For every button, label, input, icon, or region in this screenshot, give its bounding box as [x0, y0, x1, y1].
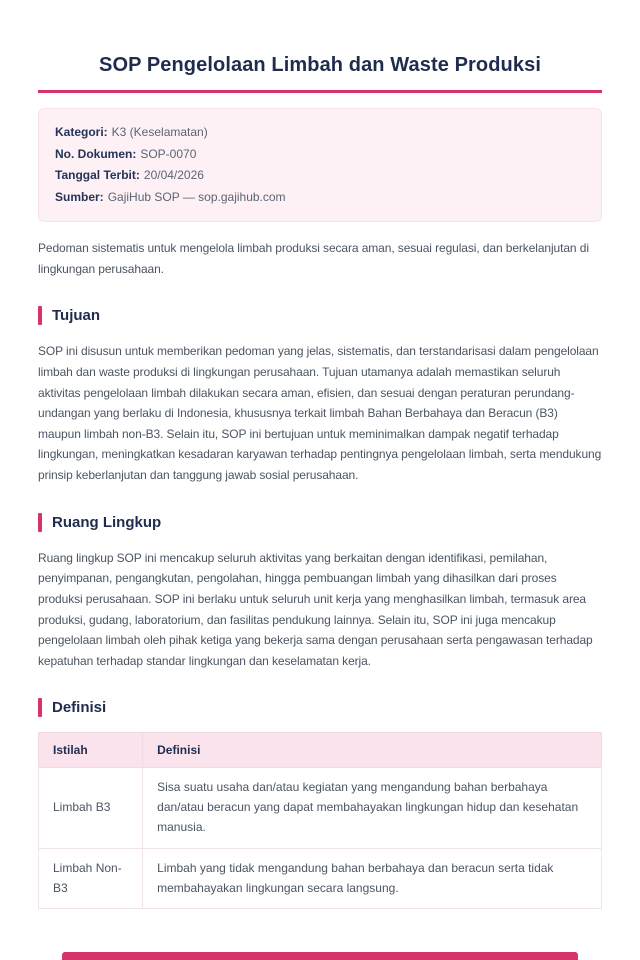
heading-accent-bar — [38, 306, 42, 325]
document-meta-box — [38, 108, 602, 222]
table-header-definisi: Definisi — [143, 733, 602, 768]
table-cell-definisi: Sisa suatu usaha dan/atau kegiatan yang mengandung bahan berbahaya dan/atau beracun yang dapat membahayakan lingkungan hidup dan kesehatan manusia. — [143, 768, 602, 848]
meta-sumber-value: GajiHub SOP — sop.gajihub.com — [107, 189, 286, 204]
ruang-lingkup-paragraph: Ruang lingkup SOP ini mencakup seluruh aktivitas yang berkaitan dengan identifikasi, pemilahan, penyimpanan, pengangkutan, pengolahan, hingga pembuangan limbah yang dihasilkan dari proses produksi perusahaan. SOP ini berlaku untuk seluruh unit kerja yang menghasilkan limbah, termasuk area produksi, gudang, laboratorium, dan fasilitas pendukung lainnya. Selain itu, SOP ini juga mencakup pengelolaan limbah oleh pihak ketiga yang bekerja sama dengan perusahaan serta pengawasan terhadap kepatuhan terhadap standar lingkungan dan keselamatan kerja. — [38, 550, 593, 668]
table-cell-istilah: Limbah B3 — [39, 768, 143, 848]
meta-row-sumber — [55, 187, 585, 209]
meta-kategori-value: K3 (Keselamatan) — [111, 125, 208, 139]
page-title: SOP Pengelolaan Limbah dan Waste Produksi — [99, 54, 541, 76]
table-cell-definisi: Limbah yang tidak mengandung bahan berbahaya dan beracun serta tidak membahayakan lingkungan secara langsung. — [143, 848, 602, 909]
heading-accent-bar — [38, 513, 42, 532]
title-underline-rule — [38, 90, 602, 93]
section-heading-text: Tujuan — [52, 307, 101, 325]
section-heading-ruang-lingkup — [38, 513, 602, 532]
document-page — [0, 54, 640, 960]
meta-terbit-label: Tanggal Terbit: — [55, 168, 140, 182]
intro-paragraph: Pedoman sistematis untuk mengelola limbah produksi secara aman, sesuai regulasi, dan berkelanjutan di lingkungan perusahaan. — [38, 241, 589, 276]
meta-row-kategori — [55, 122, 585, 144]
table-header-istilah: Istilah — [39, 733, 143, 768]
meta-dokumen-value: SOP-0070 — [140, 146, 197, 161]
heading-accent-bar — [38, 698, 42, 717]
definisi-table — [38, 732, 602, 909]
section-heading-text: Ruang Lingkup — [52, 513, 162, 531]
meta-kategori-label: Kategori: — [55, 125, 108, 139]
meta-dokumen-label: No. Dokumen: — [55, 146, 137, 161]
table-header-row — [39, 733, 602, 768]
table-cell-istilah: Limbah Non-B3 — [39, 848, 143, 909]
meta-row-terbit — [55, 165, 585, 187]
meta-terbit-value: 20/04/2026 — [143, 168, 204, 182]
section-heading-tujuan — [38, 306, 602, 325]
meta-row-dokumen — [55, 144, 585, 166]
section-heading-definisi — [38, 698, 602, 717]
tujuan-paragraph: SOP ini disusun untuk memberikan pedoman yang jelas, sistematis, dan terstandarisasi dalam pengelolaan limbah dan waste produksi di lingkungan perusahaan. Tujuan utamanya adalah memastikan seluruh aktivitas pengelolaan limbah dilakukan secara aman, efisien, dan sesuai dengan peraturan perundang-undangan yang berlaku di Indonesia, khususnya terkait limbah Bahan Berbahaya dan Beracun (B3) maupun limbah non-B3. Selain itu, SOP ini bertujuan untuk meminimalkan dampak negatif terhadap lingkungan, meningkatkan kesadaran karyawan terhadap pentingnya pengelolaan limbah, serta mendukung prinsip keberlanjutan dan tanggung jawab sosial perusahaan. — [38, 344, 602, 482]
meta-sumber-label: Sumber: — [55, 189, 104, 204]
table-row — [39, 848, 602, 909]
section-heading-text: Definisi — [52, 699, 107, 717]
footer-accent-bar — [62, 952, 578, 960]
table-row — [39, 768, 602, 848]
